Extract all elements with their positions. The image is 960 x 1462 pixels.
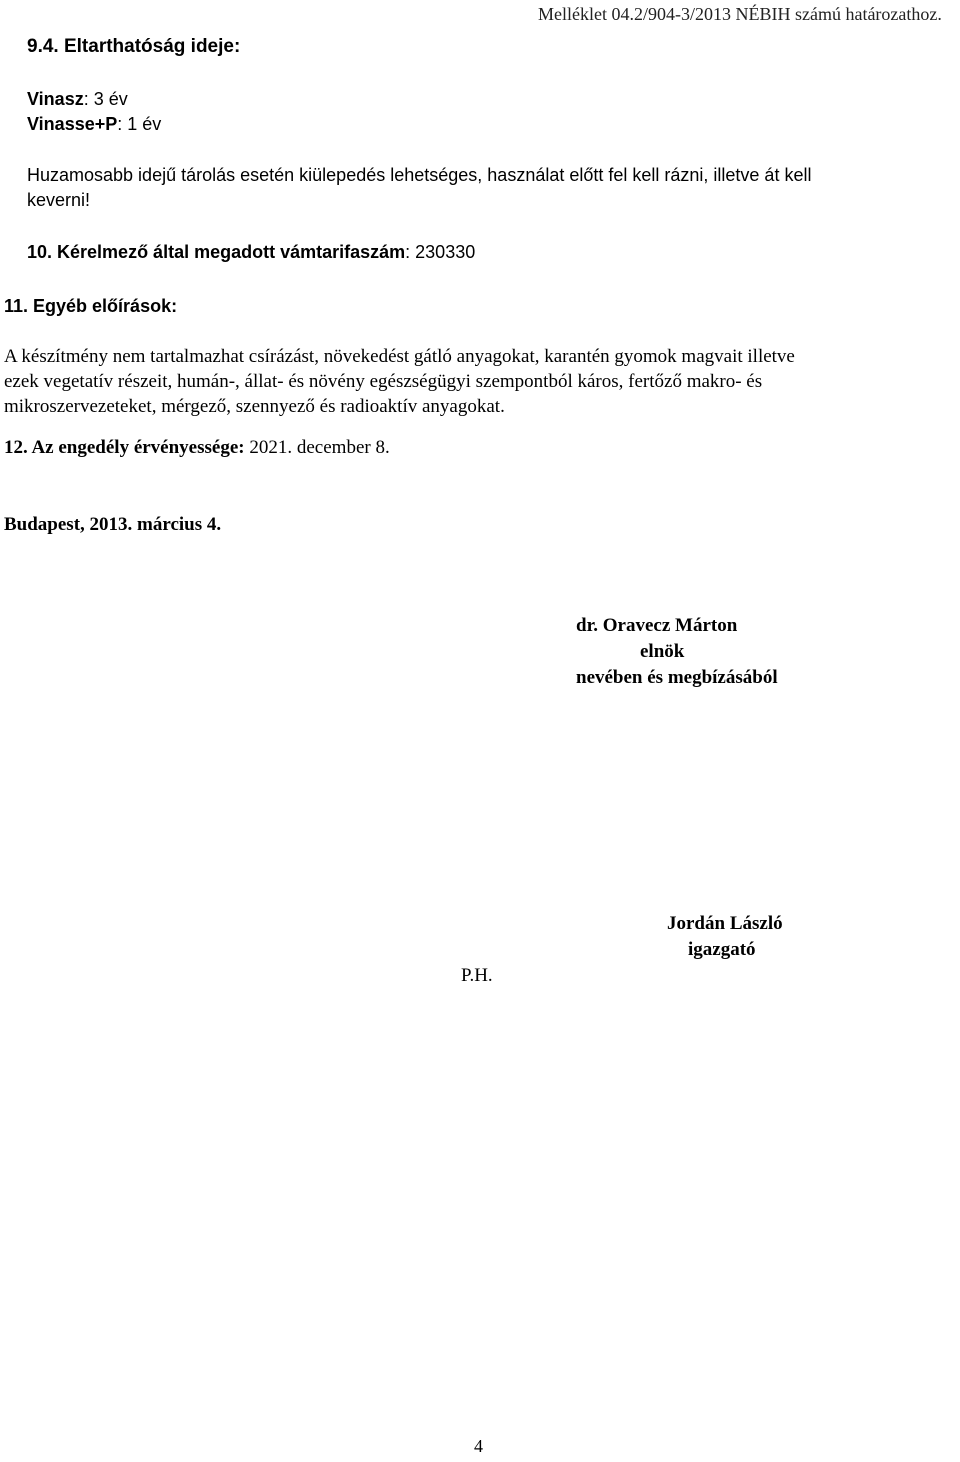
storage-note-line-2: keverni! bbox=[27, 190, 91, 210]
vinasz-line bbox=[27, 89, 128, 110]
section-11-line-2: ezek vegetatív részeit, humán-, állat- és növény egészségügyi szempontból káros, fertőző makro- és bbox=[4, 371, 763, 392]
section-10 bbox=[27, 242, 475, 263]
section-12-label: 12. Az engedély érvényessége: bbox=[4, 437, 245, 458]
vinasz-label: Vinasz bbox=[27, 89, 84, 109]
signatory-authority-note: nevében és megbízásából bbox=[576, 667, 778, 688]
section-title-shelf-life: 9.4. Eltarthatóság ideje: bbox=[27, 36, 241, 57]
vinasse-label: Vinasse+P bbox=[27, 114, 118, 134]
section-10-label: 10. Kérelmező által megadott vámtarifaszám bbox=[27, 242, 406, 262]
director-title: igazgató bbox=[688, 939, 756, 960]
place-and-date: Budapest, 2013. március 4. bbox=[4, 514, 222, 535]
section-11-line-1: A készítmény nem tartalmazhat csírázást, növekedést gátló anyagokat, karantén gyomok magvait illetve bbox=[4, 346, 795, 367]
section-12-value: 2021. december 8. bbox=[244, 437, 390, 458]
vinasse-line bbox=[27, 114, 161, 135]
section-11-title: 11. Egyéb előírások: bbox=[4, 296, 178, 316]
vinasz-value: : 3 év bbox=[83, 89, 128, 109]
signatory-title: elnök bbox=[640, 641, 685, 662]
section-11-line-3: mikroszervezeteket, mérgező, szennyező és radioaktív anyagokat. bbox=[4, 396, 505, 417]
section-12 bbox=[4, 437, 390, 459]
signatory-name: dr. Oravecz Márton bbox=[576, 615, 738, 636]
page-number: 4 bbox=[474, 1436, 483, 1456]
vinasse-value: : 1 év bbox=[117, 114, 162, 134]
section-10-value: : 230330 bbox=[405, 242, 476, 262]
storage-note-line-1: Huzamosabb idejű tárolás esetén kiülepedés lehetséges, használat előtt fel kell rázni, illetve át kell bbox=[27, 165, 812, 185]
director-name: Jordán László bbox=[667, 913, 783, 934]
annex-note: Melléklet 04.2/904-3/2013 NÉBIH számú határozathoz. bbox=[538, 4, 942, 24]
stamp-place: P.H. bbox=[461, 965, 493, 986]
